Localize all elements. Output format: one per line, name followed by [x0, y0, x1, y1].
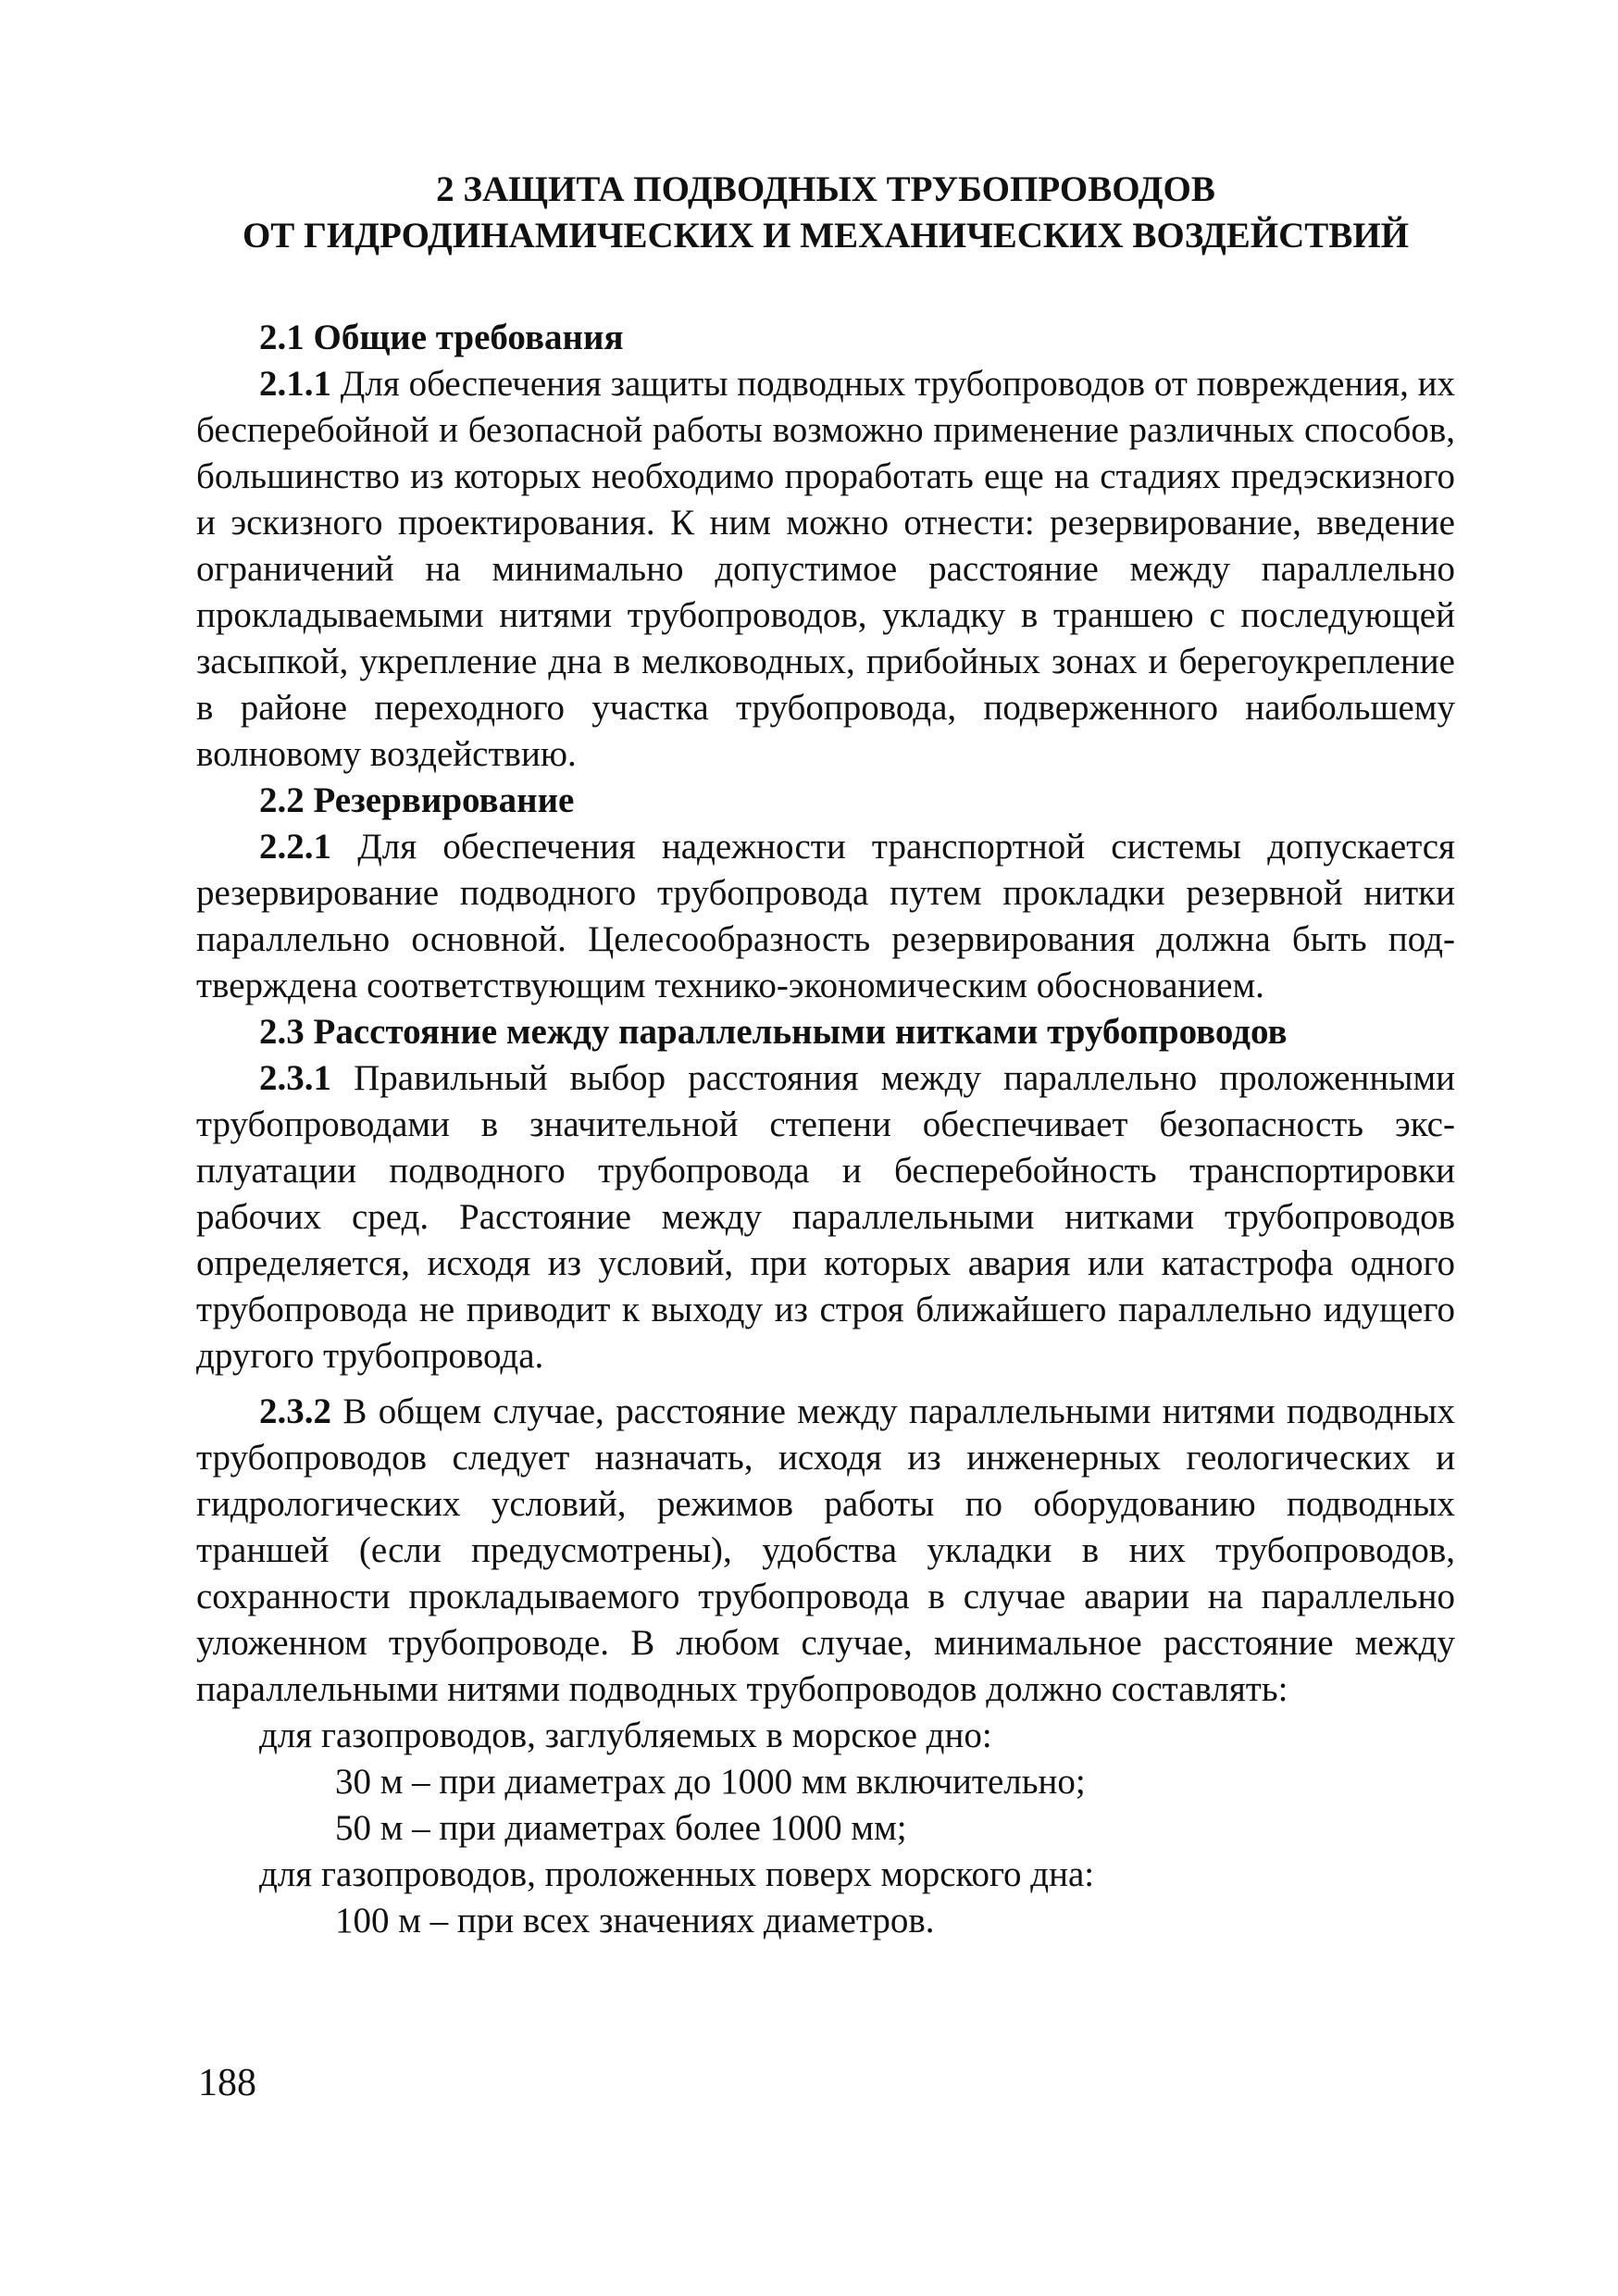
- list-item: 100 м – при всех значениях диаметров.: [335, 1901, 935, 1940]
- paragraph-2-3-2: [196, 1389, 1455, 1713]
- document-page: [196, 167, 1455, 1944]
- clause-number: 2.3.1: [259, 1058, 331, 1098]
- paragraph-text: Для обеспечения защиты подводных трубопроводов от повреждения, их бесперебойной и безопасной работы возможно применение различных способов, большинство из которых необходимо проработать еще на стадиях предэскизного и эскизного проектирования. К ним можно отнести: резервирование, введение ограничений на минимально допустимое расстояние между параллельно прокладываемыми нитями трубопроводов, укладку в траншею с последующей засыпкой, укрепление дна в мелководных, прибойных зонах и берегоукрепление в районе переходного участка трубопровода, подверженного наибольшему волновому воздействию.: [196, 364, 1455, 774]
- chapter-title-line-1: 2 ЗАЩИТА ПОДВОДНЫХ ТРУБОПРОВОДОВ: [436, 169, 1215, 209]
- list-group-label: для газопроводов, проложенных поверх морского дна:: [259, 1854, 1095, 1894]
- clause-number: 2.3.2: [259, 1391, 331, 1431]
- section-heading-2-3: 2.3 Расстояние между параллельными нитками трубопроводов: [259, 1012, 1288, 1052]
- clause-number: 2.1.1: [259, 364, 331, 404]
- paragraph-2-3-1: [196, 1055, 1455, 1379]
- section-heading-2-2: 2.2 Резервирование: [259, 780, 575, 820]
- chapter-title: [196, 167, 1455, 259]
- paragraph-text: Правильный выбор расстояния между параллельно проложенными трубопроводами в значительной степени обеспечивает безопасность эксплуатации подводного трубопровода и бесперебойность транспортировки рабочих сред. Расстояние между параллельными нитками трубопроводов определяется, исходя из условий, при которых авария или катастрофа одного трубопровода не приводит к выходу из строя ближайшего параллельно идущего другого трубопровода.: [196, 1058, 1455, 1376]
- paragraph-text: Для обеспечения надежности транспортной системы допускается резервирование подводного трубопровода путем прокладки резервной нитки параллельно основной. Целесообразность резервирования должна быть подтверждена соответствующим технико-экономическим обоснованием.: [196, 827, 1455, 1005]
- page-number: 188: [198, 2062, 256, 2104]
- clause-number: 2.2.1: [259, 827, 331, 867]
- chapter-title-line-2: ОТ ГИДРОДИНАМИЧЕСКИХ И МЕХАНИЧЕСКИХ ВОЗДЕЙСТВИЙ: [242, 216, 1410, 256]
- paragraph-text: В общем случае, расстояние между параллельными нитями подводных трубопроводов следует назначать, исходя из инженерных геологических и гидрологических условий, режимов работы по оборудованию подводных траншей (если предусмотрены), удобства укладки в них трубопроводов, сохранности прокладываемого трубопровода в случае аварии на параллельно уложенном трубопроводе. В любом случае, минимальное расстояние между параллельными нитями подводных трубопроводов должно составлять:: [196, 1391, 1455, 1709]
- section-heading-2-1: 2.1 Общие требования: [259, 318, 624, 357]
- document-body: [196, 315, 1455, 1944]
- list-item: 50 м – при диаметрах более 1000 мм;: [335, 1808, 907, 1848]
- list-item: 30 м – при диаметрах до 1000 мм включительно;: [335, 1762, 1086, 1802]
- paragraph-2-1-1: [196, 361, 1455, 778]
- list-group-label: для газопроводов, заглубляемых в морское дно:: [259, 1716, 992, 1755]
- paragraph-2-2-1: [196, 824, 1455, 1009]
